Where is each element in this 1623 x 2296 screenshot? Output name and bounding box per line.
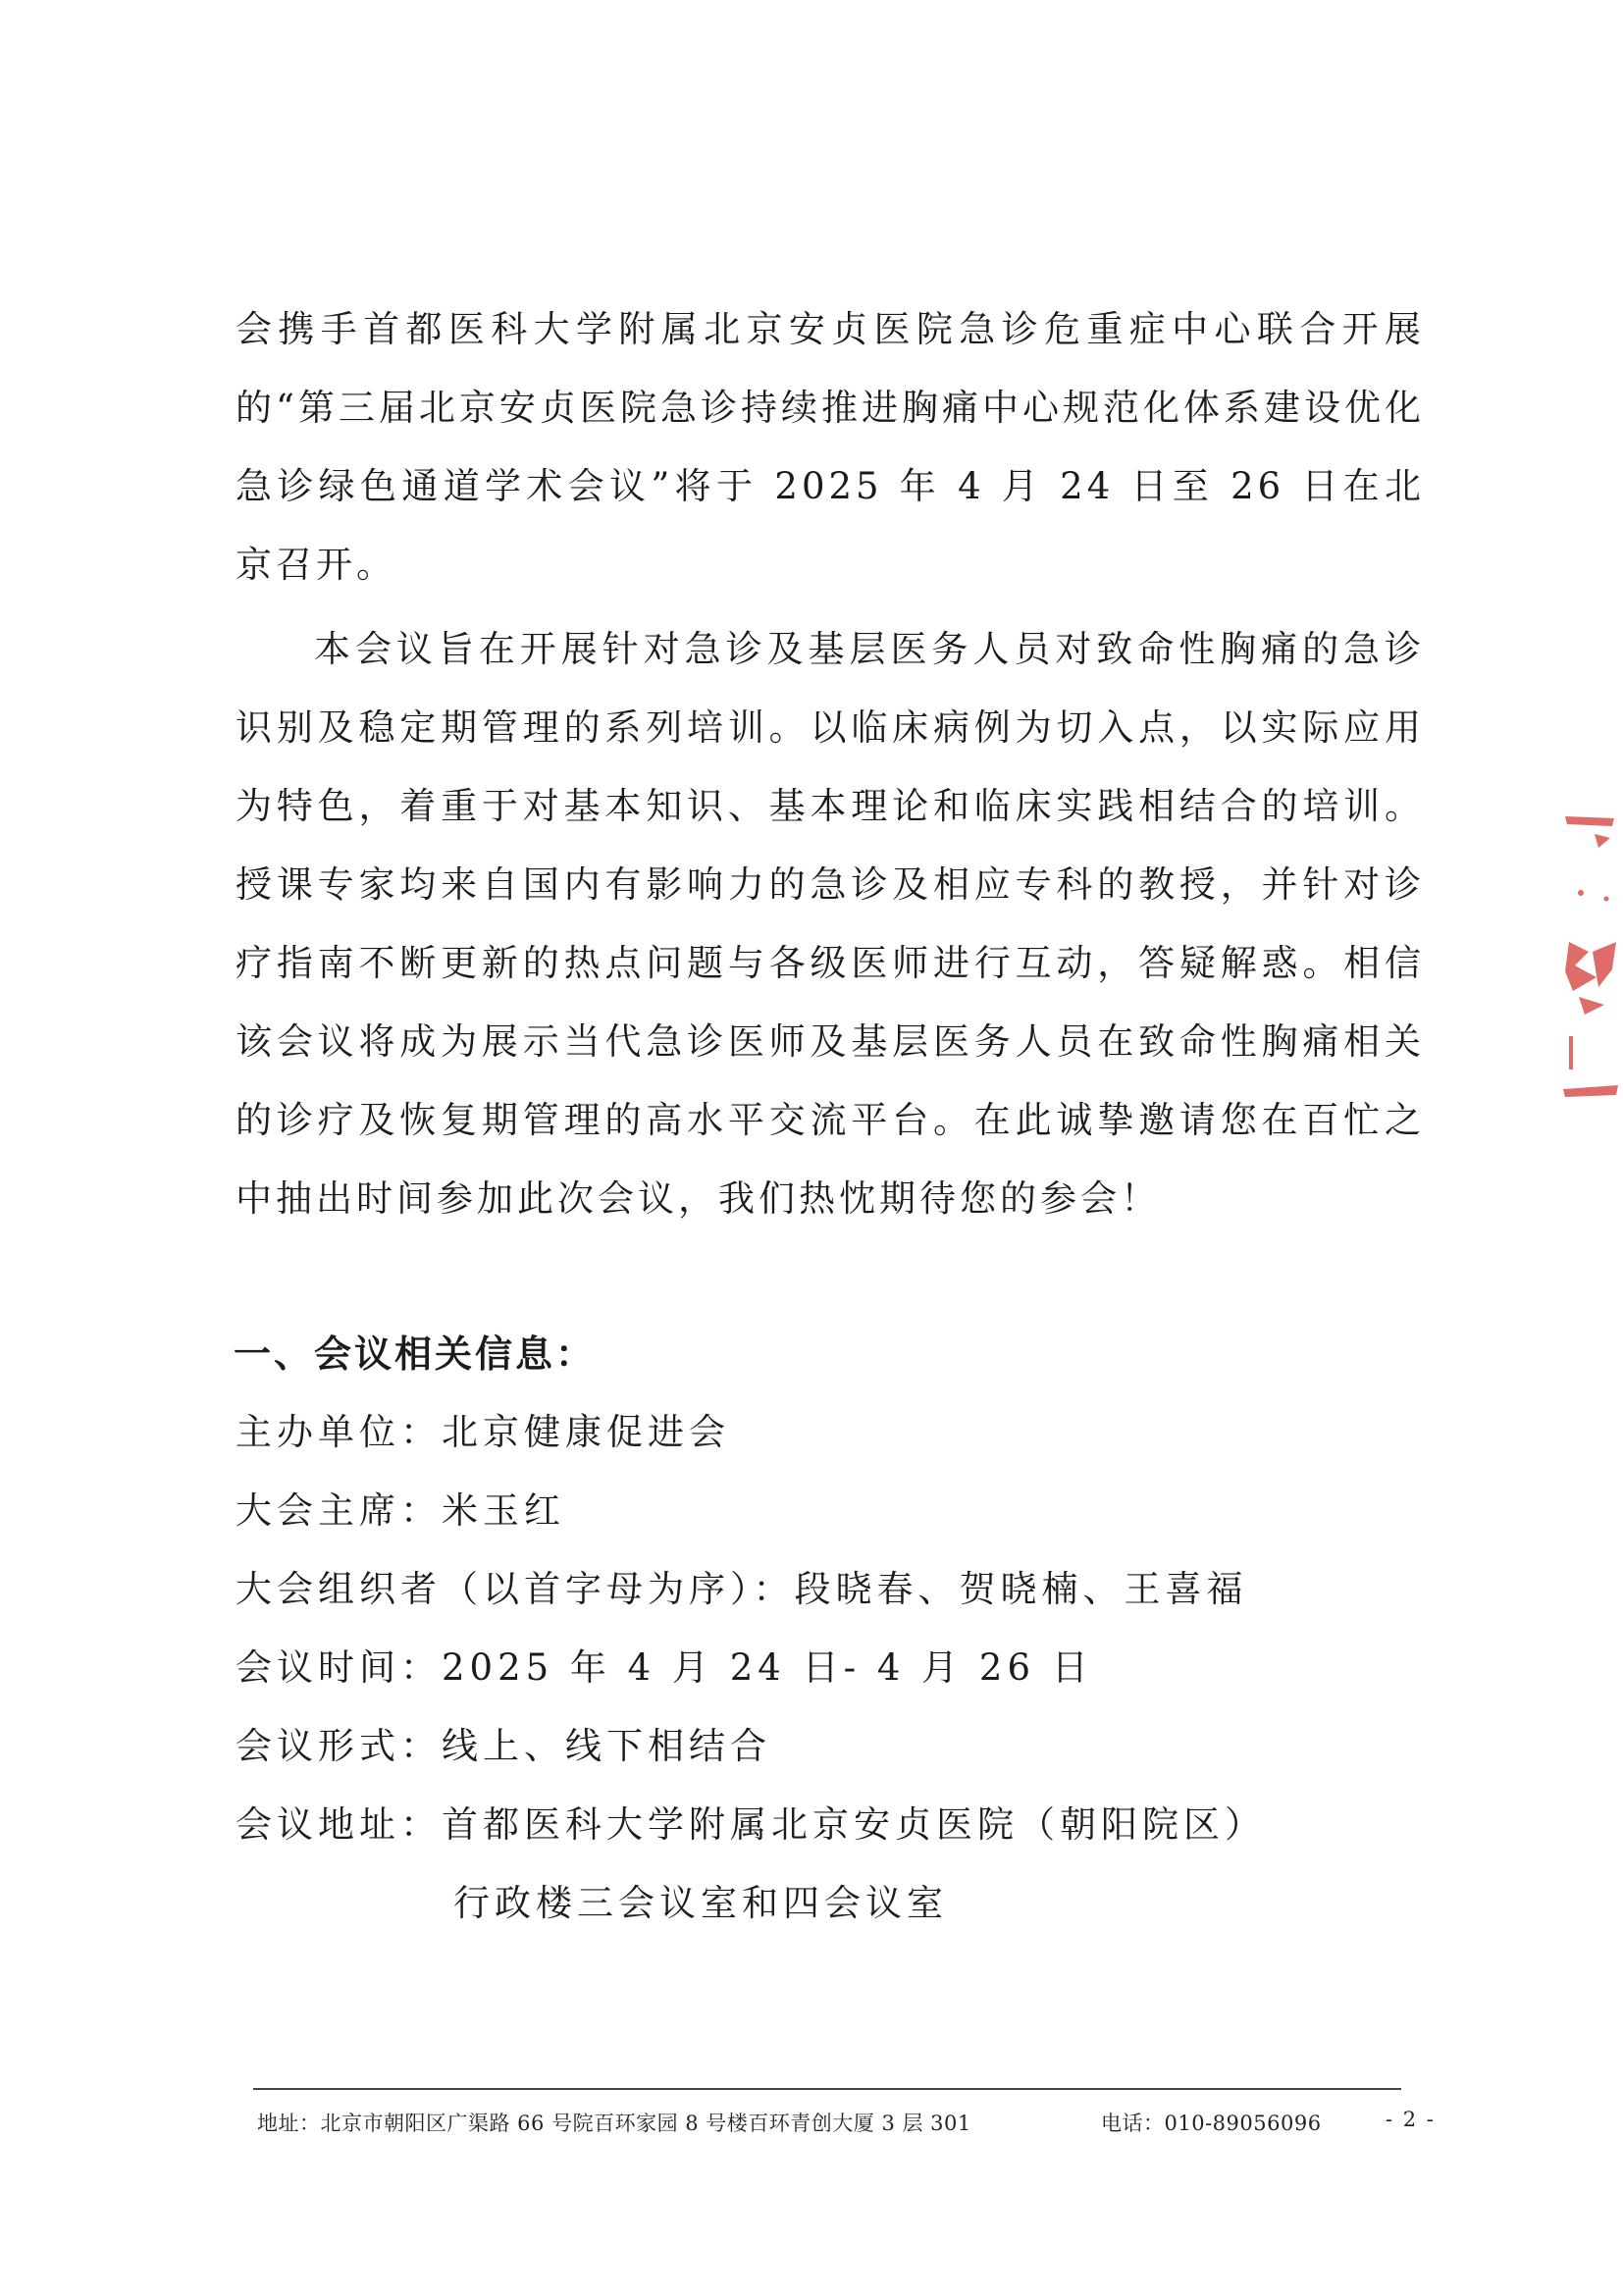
body-text — [236, 290, 1425, 1238]
info-format: 会议形式：线上、线下相结合 — [236, 1725, 771, 1767]
info-time: 会议时间：2025 年 4 月 24 日- 4 月 26 日 — [236, 1646, 1093, 1689]
footer-phone: 电话：010-89056096 — [1101, 2112, 1322, 2135]
meeting-info-list — [236, 1393, 1425, 1943]
info-organizers: 大会组织者（以首字母为序）：段晓春、贺晓楠、王喜福 — [236, 1568, 1248, 1610]
footer-divider — [253, 2088, 1401, 2090]
section-heading-meeting-info: 一、会议相关信息： — [234, 1332, 597, 1376]
info-address-line1: 会议地址：首都医科大学附属北京安贞医院（朝阳院区） — [236, 1803, 1266, 1846]
paragraph-purpose: 本会议旨在开展针对急诊及基层医务人员对致命性胸痛的急诊识别及稳定期管理的系列培训。以临床病例为切入点，以实际应用为特色，着重于对基本知识、基本理论和临床实践相结合的培训。授课专家均来自国内有影响力的急诊及相应专科的教授，并针对诊疗指南不断更新的热点问题与各级医师进行互动，答疑解惑。相信该会议将成为展示当代急诊医师及基层医务人员在致命性胸痛相关的诊疗及恢复期管理的高水平交流平台。在此诚挚邀请您在百忙之中抽出时间参加此次会议，我们热忱期待您的参会！ — [236, 628, 1425, 1220]
info-chair: 大会主席：米玉红 — [236, 1489, 565, 1532]
seal-stamp-fragment — [1555, 805, 1623, 1138]
footer-address: 地址：北京市朝阳区广渠路 66 号院百环家园 8 号楼百环青创大厦 3 层 301 — [257, 2112, 971, 2135]
info-host: 主办单位：北京健康促进会 — [236, 1411, 730, 1453]
paragraph-intro: 会携手首都医科大学附属北京安贞医院急诊危重症中心联合开展的“第三届北京安贞医院急诊持续推进胸痛中心规范化体系建设优化急诊绿色通道学术会议”将于 2025 年 4 月 24 日至 26 日在北京召开。 — [236, 308, 1425, 586]
page-number: - 2 - — [1386, 2108, 1436, 2131]
info-address-line2: 行政楼三会议室和四会议室 — [453, 1882, 948, 1924]
